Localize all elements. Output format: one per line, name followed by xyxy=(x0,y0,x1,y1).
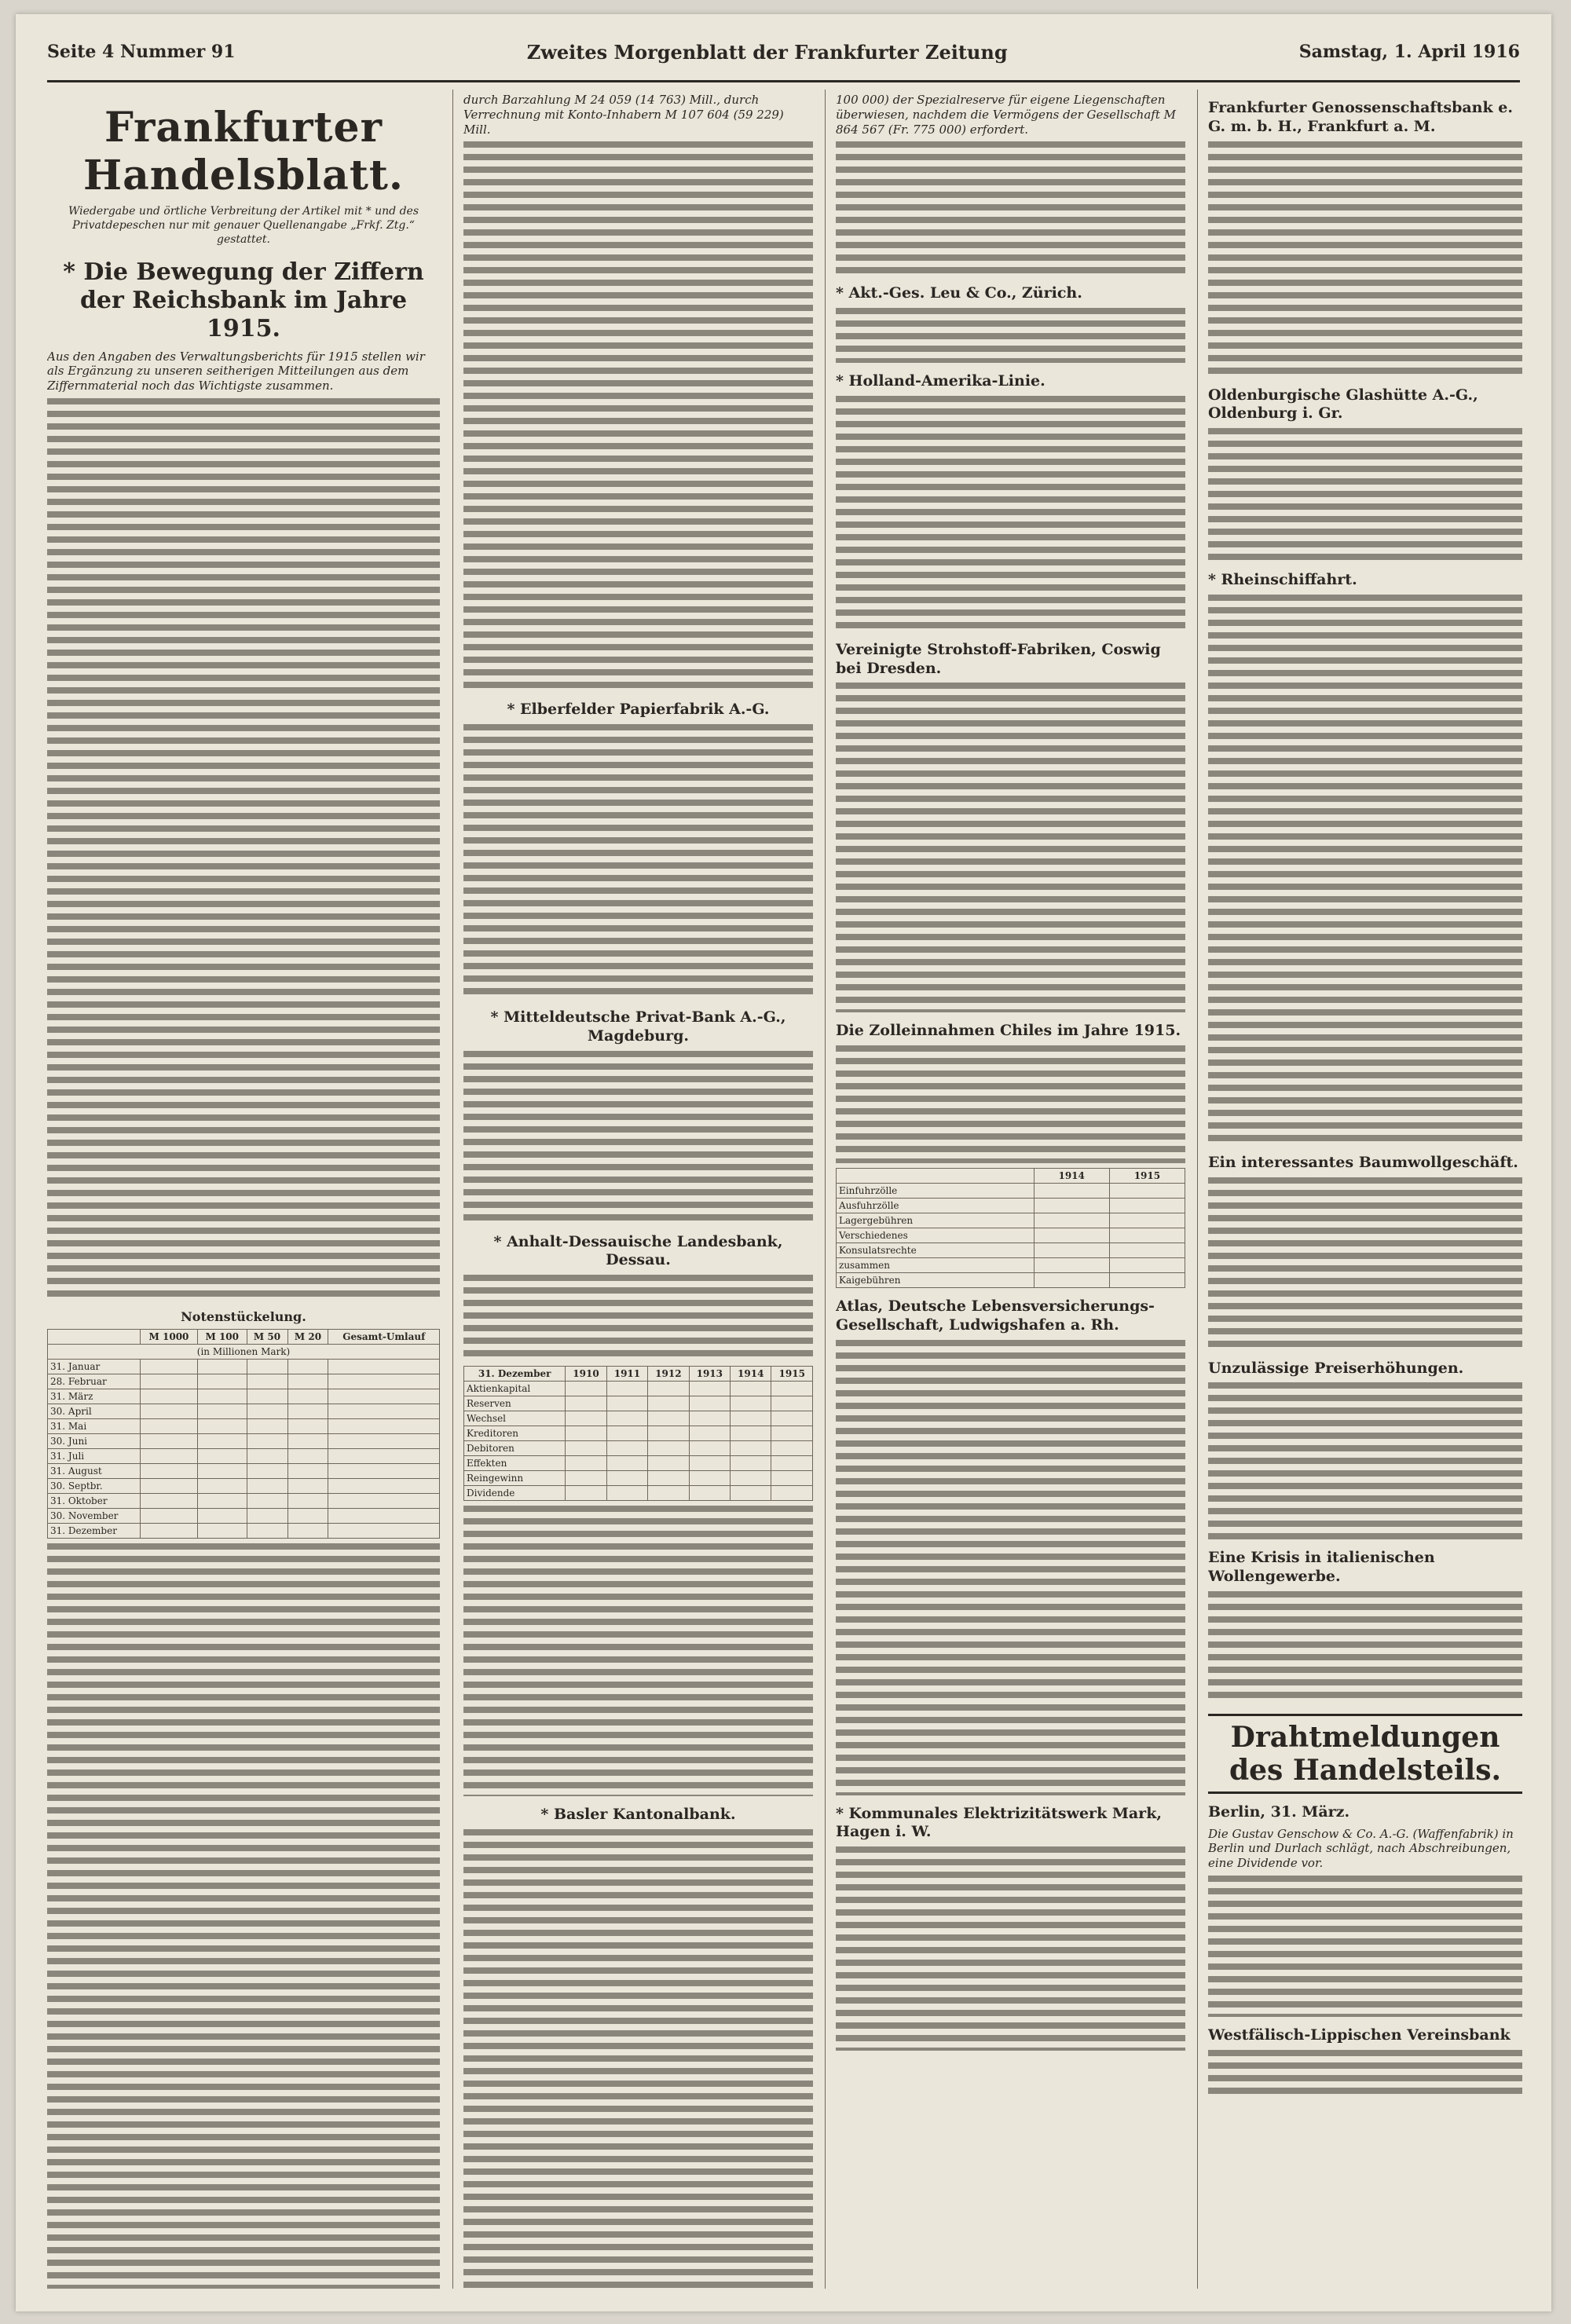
table-row xyxy=(48,1418,440,1433)
article-headline: Atlas, Deutsche Lebensversicherungs-Gesellschaft, Ludwigshafen a. Rh. xyxy=(836,1297,1155,1334)
table-cell xyxy=(328,1404,440,1418)
table-header-cell: 1912 xyxy=(648,1367,689,1382)
row-label: Wechsel xyxy=(464,1411,566,1426)
table-header-cell: 1915 xyxy=(771,1367,813,1382)
table-header-cell: M 100 xyxy=(198,1329,247,1344)
article-body xyxy=(463,724,813,999)
newspaper-title: Zweites Morgenblatt der Frankfurter Zeitung xyxy=(526,40,1008,64)
article-body xyxy=(463,1051,813,1224)
table-row xyxy=(48,1359,440,1374)
table-cell xyxy=(247,1448,287,1463)
article-headline: * Elberfelder Papierfabrik A.-G. xyxy=(507,701,770,719)
table-cell xyxy=(771,1396,813,1411)
table-cell xyxy=(648,1471,689,1486)
table-header-cell xyxy=(837,1169,1035,1184)
article-body xyxy=(836,1340,1185,1795)
table-cell xyxy=(328,1433,440,1448)
article-body xyxy=(836,683,1185,1012)
row-label: Reingewinn xyxy=(464,1471,566,1486)
row-label: Konsulatsrechte xyxy=(837,1243,1035,1258)
table-row xyxy=(837,1184,1185,1199)
article-headline: Frankfurter Genossenschaftsbank e. G. m. b. H., Frankfurt a. M. xyxy=(1208,99,1513,135)
table-cell xyxy=(771,1471,813,1486)
table-cell xyxy=(689,1411,730,1426)
row-label: 31. August xyxy=(48,1463,141,1478)
section-heading: Drahtmeldungen des Handelsteils. xyxy=(1208,1714,1522,1794)
article-body xyxy=(836,1846,1185,2051)
table-cell xyxy=(198,1448,247,1463)
table-cell xyxy=(287,1523,328,1538)
table-row xyxy=(48,1493,440,1508)
table-cell xyxy=(287,1418,328,1433)
table-cell xyxy=(566,1426,606,1441)
article-headline: * Basler Kantonalbank. xyxy=(540,1806,736,1823)
table-cell xyxy=(198,1508,247,1523)
table-cell xyxy=(198,1404,247,1418)
column-3 xyxy=(836,90,1185,2289)
table-cell xyxy=(1034,1258,1109,1273)
table-header-cell: 1910 xyxy=(566,1367,606,1382)
row-label: Debitoren xyxy=(464,1441,566,1456)
article-body xyxy=(836,141,1185,275)
table-cell xyxy=(287,1478,328,1493)
table-cell xyxy=(731,1441,771,1456)
row-label: Verschiedenes xyxy=(837,1228,1035,1243)
article-body xyxy=(1208,1591,1522,1701)
table-cell xyxy=(140,1493,197,1508)
table-cell xyxy=(140,1359,197,1374)
table-cell xyxy=(606,1382,647,1396)
table-cell xyxy=(648,1456,689,1471)
table-cell xyxy=(140,1463,197,1478)
table-row xyxy=(48,1508,440,1523)
telegram-dateline: Berlin, 31. März. xyxy=(1208,1802,1350,1821)
row-label: Kreditoren xyxy=(464,1426,566,1441)
row-label: Dividende xyxy=(464,1486,566,1501)
table-header-row xyxy=(48,1329,440,1344)
table-cell xyxy=(606,1486,647,1501)
table-cell xyxy=(198,1523,247,1538)
table-cell xyxy=(328,1389,440,1404)
table-cell xyxy=(247,1359,287,1374)
row-label: 28. Februar xyxy=(48,1374,141,1389)
table-cell xyxy=(606,1411,647,1426)
table-row xyxy=(48,1433,440,1448)
article-body xyxy=(1208,2050,1522,2097)
table-cell xyxy=(566,1411,606,1426)
table-cell xyxy=(566,1486,606,1501)
article-body xyxy=(1208,1382,1522,1539)
article-headline: * Kommunales Elektrizitätswerk Mark, Hagen i. W. xyxy=(836,1804,1162,1841)
table-cell xyxy=(689,1426,730,1441)
article-body xyxy=(836,308,1185,363)
table-title: Notenstückelung. xyxy=(181,1308,306,1324)
table-cell xyxy=(247,1493,287,1508)
table-row xyxy=(837,1273,1185,1288)
article-body xyxy=(463,1506,813,1796)
table-row xyxy=(837,1213,1185,1228)
table-cell xyxy=(247,1433,287,1448)
table-header-cell: 1915 xyxy=(1109,1169,1185,1184)
table-header-cell: 1914 xyxy=(731,1367,771,1382)
table-cell xyxy=(247,1418,287,1433)
row-label: 31. Juli xyxy=(48,1448,141,1463)
table-cell xyxy=(566,1382,606,1396)
table-cell xyxy=(731,1471,771,1486)
article-headline: * Die Bewegung der Ziffern der Reichsbank im Jahre 1915. xyxy=(63,258,424,342)
table-header-cell xyxy=(48,1329,141,1344)
table-header-cell: M 50 xyxy=(247,1329,287,1344)
table-cell xyxy=(731,1411,771,1426)
row-label: 31. Januar xyxy=(48,1359,141,1374)
page-number: Seite 4 Nummer 91 xyxy=(47,42,236,62)
table-cell xyxy=(648,1411,689,1426)
table-cell xyxy=(771,1441,813,1456)
table-cell xyxy=(566,1471,606,1486)
article-body xyxy=(463,1829,813,2289)
table-cell xyxy=(140,1404,197,1418)
table-cell xyxy=(1034,1243,1109,1258)
table-row xyxy=(837,1199,1185,1213)
table-row xyxy=(837,1243,1185,1258)
table-cell xyxy=(771,1382,813,1396)
table-header-cell: 1913 xyxy=(689,1367,730,1382)
table-cell xyxy=(1109,1273,1185,1288)
article-headline: * Holland-Amerika-Linie. xyxy=(836,372,1046,390)
table-cell xyxy=(198,1463,247,1478)
table-cell xyxy=(140,1478,197,1493)
table-cell xyxy=(771,1456,813,1471)
article-headline: * Akt.-Ges. Leu & Co., Zürich. xyxy=(836,284,1082,302)
table-cell xyxy=(328,1418,440,1433)
article-headline: * Mitteldeutsche Privat-Bank A.-G., Magdeburg. xyxy=(490,1008,786,1045)
table-cell xyxy=(328,1478,440,1493)
table-header-cell: M 1000 xyxy=(140,1329,197,1344)
column-4 xyxy=(1208,90,1522,2289)
telegram-body xyxy=(1208,1876,1522,2017)
table-cell xyxy=(287,1433,328,1448)
table-cell xyxy=(648,1396,689,1411)
table-cell xyxy=(1109,1258,1185,1273)
table-cell xyxy=(287,1374,328,1389)
table-row xyxy=(48,1448,440,1463)
article-headline: Unzulässige Preiserhöhungen. xyxy=(1208,1359,1464,1377)
row-label: zusammen xyxy=(837,1258,1035,1273)
table-row xyxy=(464,1382,813,1396)
table-cell xyxy=(328,1463,440,1478)
table-row xyxy=(464,1396,813,1411)
table-cell xyxy=(1109,1184,1185,1199)
article-headline: Die Zolleinnahmen Chiles im Jahre 1915. xyxy=(836,1022,1181,1040)
table-cell xyxy=(1034,1199,1109,1213)
article-lead: Aus den Angaben des Verwaltungsberichts für 1915 stellen wir als Ergänzung zu unseren seitherigen Mitteilungen aus dem Ziffernmaterial noch das Wichtigste zusammen. xyxy=(47,349,425,393)
column-2 xyxy=(463,90,813,2289)
table-cell xyxy=(140,1433,197,1448)
table-header-cell: 1911 xyxy=(606,1367,647,1382)
table-cell xyxy=(606,1441,647,1456)
article-body-continued xyxy=(47,1543,440,2289)
table-cell xyxy=(731,1426,771,1441)
table-cell xyxy=(198,1389,247,1404)
table-cell xyxy=(1034,1228,1109,1243)
article-headline: Vereinigte Strohstoff-Fabriken, Coswig bei Dresden. xyxy=(836,640,1161,677)
article-body xyxy=(836,1045,1185,1163)
table-cell xyxy=(247,1508,287,1523)
row-label: Aktienkapital xyxy=(464,1382,566,1396)
table-cell xyxy=(140,1418,197,1433)
table-row xyxy=(48,1523,440,1538)
table-cell xyxy=(731,1382,771,1396)
table-cell xyxy=(771,1411,813,1426)
article-body xyxy=(463,141,813,691)
table-cell xyxy=(648,1486,689,1501)
table-cell xyxy=(140,1508,197,1523)
row-label: Ausfuhrzölle xyxy=(837,1199,1035,1213)
row-label: Reserven xyxy=(464,1396,566,1411)
table-row xyxy=(464,1456,813,1471)
table-cell xyxy=(648,1441,689,1456)
table-cell xyxy=(1109,1228,1185,1243)
customs-table xyxy=(836,1168,1185,1288)
article-body xyxy=(1208,428,1522,562)
table-cell xyxy=(1034,1213,1109,1228)
article-lead: 100 000) der Spezialreserve für eigene Liegenschaften überwiesen, nachdem die Vermögens der Gesellschaft M 864 567 (Fr. 775 000) erfordert. xyxy=(836,93,1176,137)
table-row xyxy=(464,1441,813,1456)
row-label: Lagergebühren xyxy=(837,1213,1035,1228)
table-cell xyxy=(1034,1184,1109,1199)
table-row xyxy=(464,1426,813,1441)
table-cell xyxy=(198,1418,247,1433)
row-label: Einfuhrzölle xyxy=(837,1184,1035,1199)
row-label: 30. Septbr. xyxy=(48,1478,141,1493)
table-cell xyxy=(247,1404,287,1418)
row-label: 31. Oktober xyxy=(48,1493,141,1508)
table-row xyxy=(48,1463,440,1478)
table-cell xyxy=(198,1374,247,1389)
table-cell xyxy=(566,1456,606,1471)
table-cell xyxy=(198,1359,247,1374)
table-cell xyxy=(328,1374,440,1389)
row-label: Kaigebühren xyxy=(837,1273,1035,1288)
article-headline: Westfälisch-Lippischen Vereinsbank xyxy=(1208,2026,1511,2044)
table-row xyxy=(48,1478,440,1493)
table-cell xyxy=(328,1359,440,1374)
table-cell xyxy=(247,1463,287,1478)
newspaper-page xyxy=(16,14,1551,2311)
table-cell xyxy=(689,1396,730,1411)
column-1 xyxy=(47,90,440,2289)
section-masthead: Frankfurter Handelsblatt. xyxy=(82,104,405,199)
table-header-row xyxy=(464,1367,813,1382)
table-cell xyxy=(731,1456,771,1471)
row-label: Effekten xyxy=(464,1456,566,1471)
table-cell xyxy=(287,1463,328,1478)
article-body xyxy=(47,398,440,1301)
table-header-cell: M 20 xyxy=(287,1329,328,1344)
reprint-notice: Wiedergabe und örtliche Verbreitung der Artikel mit * und des Privatdepeschen nur mit genauer Quellenangabe „Frkf. Ztg.“ gestattet. xyxy=(68,205,419,247)
table-cell xyxy=(140,1374,197,1389)
table-cell xyxy=(287,1404,328,1418)
table-cell xyxy=(648,1382,689,1396)
table-cell xyxy=(328,1493,440,1508)
table-header-cell: Gesamt-Umlauf xyxy=(328,1329,440,1344)
table-row xyxy=(48,1404,440,1418)
article-headline: * Anhalt-Dessauische Landesbank, Dessau. xyxy=(493,1232,783,1269)
row-label: 31. Mai xyxy=(48,1418,141,1433)
table-cell xyxy=(606,1426,647,1441)
row-label: 30. November xyxy=(48,1508,141,1523)
article-headline: Eine Krisis in italienischen Wollengewerbe. xyxy=(1208,1549,1435,1585)
table-cell xyxy=(247,1374,287,1389)
table-cell xyxy=(731,1396,771,1411)
article-body xyxy=(836,396,1185,631)
table-cell xyxy=(198,1433,247,1448)
table-row xyxy=(464,1486,813,1501)
table-cell xyxy=(1109,1243,1185,1258)
table-cell xyxy=(140,1389,197,1404)
table-cell xyxy=(606,1471,647,1486)
table-row xyxy=(837,1258,1185,1273)
article-headline: Oldenburgische Glashütte A.-G., Oldenburg i. Gr. xyxy=(1208,386,1478,423)
column-rule xyxy=(825,90,826,2289)
table-cell xyxy=(606,1456,647,1471)
table-cell xyxy=(287,1493,328,1508)
table-cell xyxy=(606,1396,647,1411)
table-cell xyxy=(247,1478,287,1493)
table-row xyxy=(464,1411,813,1426)
bank-table xyxy=(463,1366,813,1501)
table-cell xyxy=(287,1359,328,1374)
table-header-row xyxy=(837,1169,1185,1184)
table-cell xyxy=(328,1508,440,1523)
article-lead: durch Barzahlung M 24 059 (14 763) Mill., durch Verrechnung mit Konto-Inhabern M 107 604 (59 229) Mill. xyxy=(463,93,784,137)
table-header-cell: 31. Dezember xyxy=(464,1367,566,1382)
table-row xyxy=(48,1374,440,1389)
table-row xyxy=(48,1389,440,1404)
article-body xyxy=(1208,1177,1522,1350)
table-cell xyxy=(689,1441,730,1456)
table-cell xyxy=(566,1441,606,1456)
telegram-lead: Die Gustav Genschow & Co. A.-G. (Waffenfabrik) in Berlin und Durlach schlägt, nach Abschreibungen, eine Dividende vor. xyxy=(1208,1826,1514,1870)
running-header xyxy=(47,24,1520,82)
row-label: 31. März xyxy=(48,1389,141,1404)
table-cell xyxy=(1109,1213,1185,1228)
table-cell xyxy=(140,1448,197,1463)
column-rule xyxy=(452,90,453,2289)
table-cell xyxy=(287,1389,328,1404)
row-label: 30. Juni xyxy=(48,1433,141,1448)
table-cell xyxy=(1109,1199,1185,1213)
table-header-cell: 1914 xyxy=(1034,1169,1109,1184)
issue-date: Samstag, 1. April 1916 xyxy=(1298,42,1520,62)
table-cell xyxy=(689,1471,730,1486)
table-cell xyxy=(198,1493,247,1508)
column-rule xyxy=(1197,90,1198,2289)
table-cell xyxy=(648,1426,689,1441)
table-cell xyxy=(328,1448,440,1463)
table-cell xyxy=(328,1523,440,1538)
article-headline: * Rheinschiffahrt. xyxy=(1208,571,1357,588)
table-cell xyxy=(247,1389,287,1404)
article-headline: Ein interessantes Baumwollgeschäft. xyxy=(1208,1153,1518,1171)
table-cell xyxy=(1034,1273,1109,1288)
table-cell xyxy=(140,1523,197,1538)
article-body xyxy=(463,1275,813,1361)
table-cell xyxy=(198,1478,247,1493)
table-cell xyxy=(566,1396,606,1411)
table-cell xyxy=(689,1456,730,1471)
table-cell xyxy=(247,1523,287,1538)
table-cell xyxy=(689,1486,730,1501)
notes-table xyxy=(47,1329,440,1539)
row-label: 31. Dezember xyxy=(48,1523,141,1538)
table-unit: (in Millionen Mark) xyxy=(48,1344,440,1359)
table-cell xyxy=(689,1382,730,1396)
table-cell xyxy=(731,1486,771,1501)
article-body xyxy=(1208,595,1522,1144)
table-row xyxy=(837,1228,1185,1243)
table-cell xyxy=(771,1426,813,1441)
table-cell xyxy=(287,1448,328,1463)
table-cell xyxy=(287,1508,328,1523)
article-body xyxy=(1208,141,1522,377)
row-label: 30. April xyxy=(48,1404,141,1418)
table-cell xyxy=(771,1486,813,1501)
table-row xyxy=(464,1471,813,1486)
